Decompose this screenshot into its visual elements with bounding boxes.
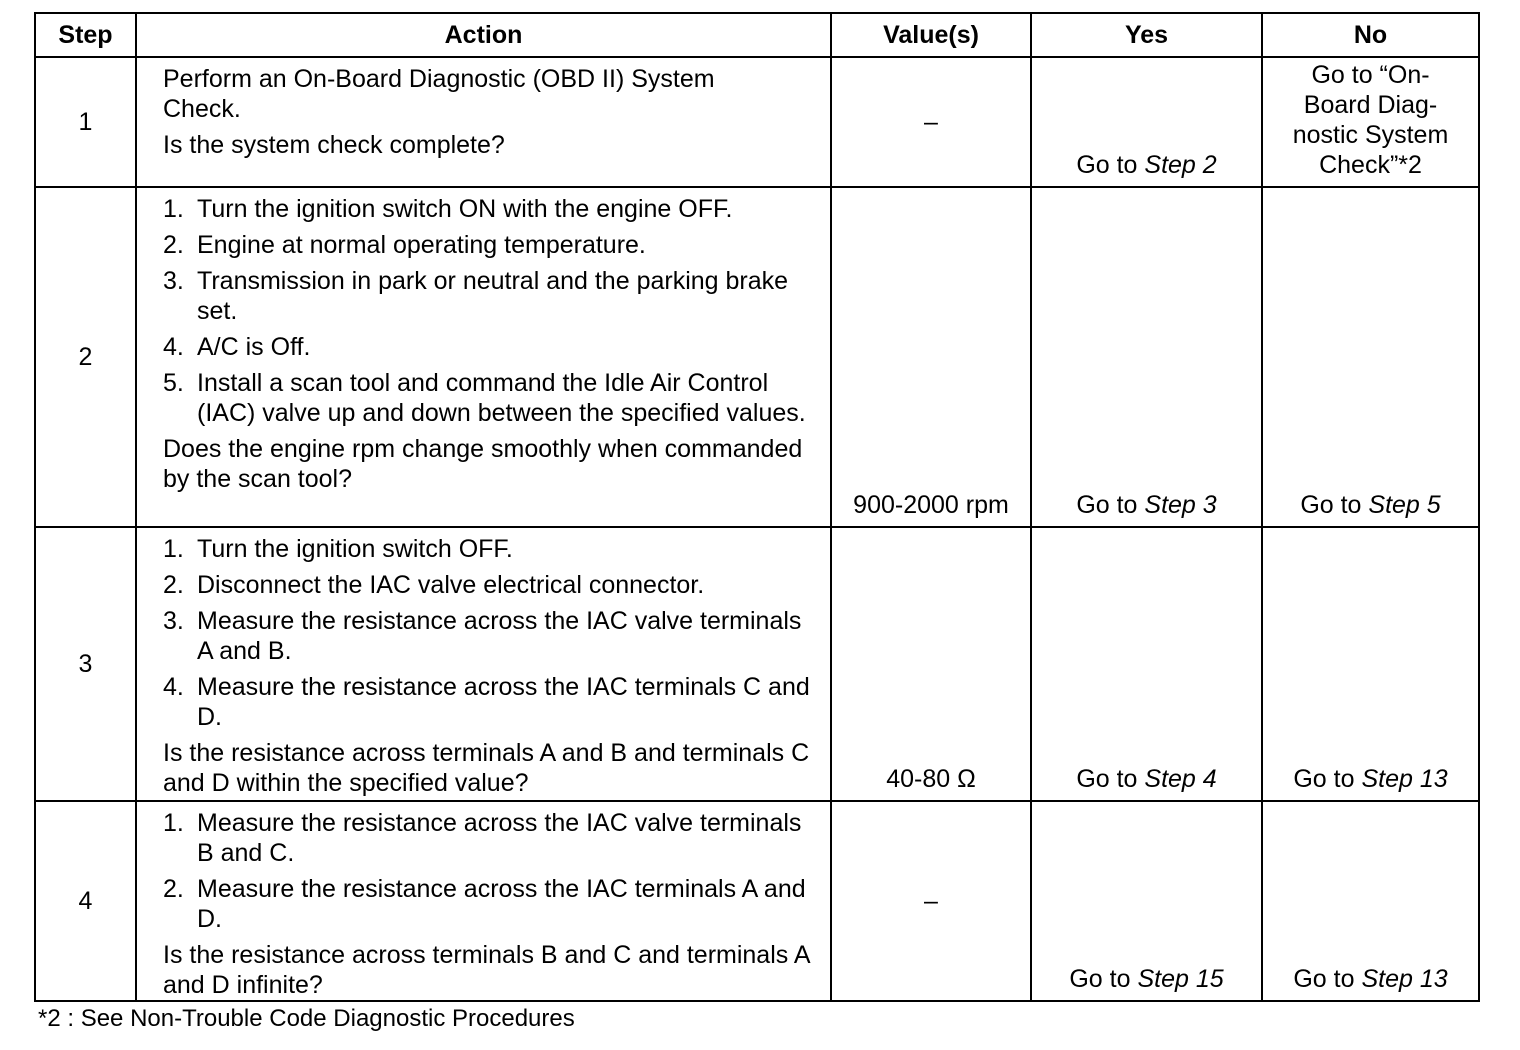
yes-prefix: Go to xyxy=(1076,151,1145,179)
item-text: A/C is Off. xyxy=(197,333,311,361)
action-question: Is the resistance across terminals B and C and terminals A and D infinite? xyxy=(163,941,810,999)
item-text: Disconnect the IAC valve electrical connector. xyxy=(197,571,705,599)
table-row xyxy=(35,187,1479,527)
item-text: Turn the ignition switch OFF. xyxy=(197,535,513,563)
no-cell xyxy=(1262,801,1479,1001)
item-number: 2. xyxy=(163,231,184,259)
yes-step-ref: Step 15 xyxy=(1137,965,1224,993)
step-number: 3 xyxy=(35,527,136,801)
action-item xyxy=(163,534,818,564)
item-number: 2. xyxy=(163,875,184,903)
no-prefix: Go to xyxy=(1293,965,1362,993)
step-number: 1 xyxy=(35,57,136,187)
item-text: Measure the resistance across the IAC terminals C and D. xyxy=(197,673,810,731)
value-cell: 40-80 Ω xyxy=(831,527,1031,801)
item-text: Turn the ignition switch ON with the engine OFF. xyxy=(197,195,733,223)
action-intro-line: Perform an On-Board Diagnostic (OBD II) System xyxy=(163,65,715,93)
action-cell xyxy=(136,187,831,527)
action-item xyxy=(163,368,818,428)
item-number: 1. xyxy=(163,535,184,563)
no-line: Check”*2 xyxy=(1319,151,1422,179)
action-item xyxy=(163,332,818,362)
no-cell xyxy=(1262,527,1479,801)
action-item xyxy=(163,266,818,326)
action-item xyxy=(163,874,818,934)
no-step-ref: Step 13 xyxy=(1361,765,1448,793)
action-item xyxy=(163,808,818,868)
yes-cell xyxy=(1031,527,1262,801)
header-step: Step xyxy=(35,13,136,57)
item-number: 2. xyxy=(163,571,184,599)
header-values: Value(s) xyxy=(831,13,1031,57)
item-text: Measure the resistance across the IAC valve terminals B and C. xyxy=(197,809,802,867)
item-text: Install a scan tool and command the Idle Air Control (IAC) valve up and down between the specified values. xyxy=(197,369,806,427)
action-intro-line: Check. xyxy=(163,95,241,123)
yes-step-ref: Step 2 xyxy=(1144,151,1217,179)
header-no: No xyxy=(1262,13,1479,57)
diagnostic-table xyxy=(34,12,1480,1002)
table-row xyxy=(35,57,1479,187)
action-item xyxy=(163,570,818,600)
no-cell xyxy=(1262,187,1479,527)
yes-prefix: Go to xyxy=(1069,965,1138,993)
header-yes: Yes xyxy=(1031,13,1262,57)
step-number: 4 xyxy=(35,801,136,1001)
action-item xyxy=(163,194,818,224)
no-prefix: Go to xyxy=(1300,491,1369,519)
step-number: 2 xyxy=(35,187,136,527)
item-number: 1. xyxy=(163,195,184,223)
header-row xyxy=(35,13,1479,57)
item-text: Measure the resistance across the IAC valve terminals A and B. xyxy=(197,607,802,665)
table-row xyxy=(35,527,1479,801)
yes-cell xyxy=(1031,57,1262,187)
item-text: Transmission in park or neutral and the parking brake set. xyxy=(197,267,789,325)
item-number: 4. xyxy=(163,333,184,361)
action-question: Is the resistance across terminals A and B and terminals C and D within the specified value? xyxy=(163,739,810,797)
no-step-ref: Step 5 xyxy=(1368,491,1441,519)
item-number: 5. xyxy=(163,369,184,397)
table-row xyxy=(35,801,1479,1001)
item-number: 1. xyxy=(163,809,184,837)
yes-cell xyxy=(1031,801,1262,1001)
no-step-ref: Step 13 xyxy=(1361,965,1448,993)
yes-step-ref: Step 3 xyxy=(1144,491,1217,519)
action-intro xyxy=(163,64,818,124)
item-text: Measure the resistance across the IAC terminals A and D. xyxy=(197,875,806,933)
value-cell: 900-2000 rpm xyxy=(831,187,1031,527)
action-cell xyxy=(136,57,831,187)
header-action: Action xyxy=(136,13,831,57)
item-text: Engine at normal operating temperature. xyxy=(197,231,646,259)
item-number: 3. xyxy=(163,267,184,295)
value-cell: – xyxy=(831,801,1031,1001)
action-item xyxy=(163,606,818,666)
action-cell xyxy=(136,801,831,1001)
action-question: Does the engine rpm change smoothly when commanded by the scan tool? xyxy=(163,435,803,493)
yes-prefix: Go to xyxy=(1076,491,1145,519)
action-question: Is the system check complete? xyxy=(163,131,505,159)
no-line: nostic System xyxy=(1292,121,1449,149)
no-cell xyxy=(1262,57,1479,187)
no-line: Board Diag- xyxy=(1303,91,1438,119)
yes-prefix: Go to xyxy=(1076,765,1145,793)
action-cell xyxy=(136,527,831,801)
action-item xyxy=(163,672,818,732)
yes-step-ref: Step 4 xyxy=(1144,765,1217,793)
item-number: 3. xyxy=(163,607,184,635)
value-cell: – xyxy=(831,57,1031,187)
item-number: 4. xyxy=(163,673,184,701)
footnote: *2 : See Non-Trouble Code Diagnostic Procedures xyxy=(38,1005,575,1032)
no-line: Go to “On- xyxy=(1311,61,1430,89)
action-item xyxy=(163,230,818,260)
yes-cell xyxy=(1031,187,1262,527)
no-prefix: Go to xyxy=(1293,765,1362,793)
